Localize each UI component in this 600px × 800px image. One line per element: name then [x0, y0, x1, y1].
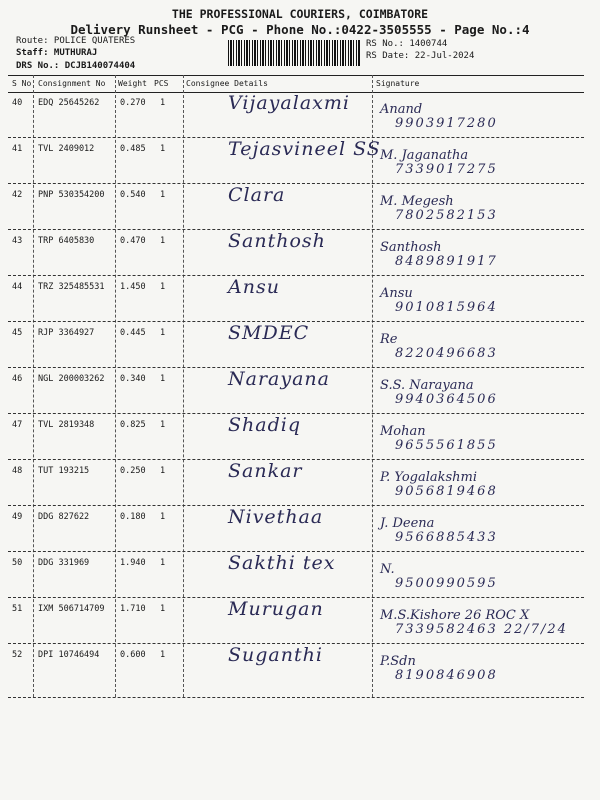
- row-separator: [8, 697, 584, 698]
- row-serial-number: 41: [12, 144, 23, 154]
- row-serial-number: 49: [12, 512, 23, 522]
- row-serial-number: 43: [12, 236, 23, 246]
- row-serial-number: 40: [12, 98, 23, 108]
- row-pieces: 1: [160, 466, 166, 476]
- row-weight: 0.540: [120, 190, 146, 200]
- row-consignment-number: TUT 193215: [38, 466, 90, 476]
- row-weight: 0.470: [120, 236, 146, 246]
- handwritten-signature: P.Sdn: [380, 654, 416, 669]
- row-consignment-number: NGL 200003262: [38, 374, 105, 384]
- handwritten-consignee-name: Shadiq: [228, 414, 301, 436]
- company-title: THE PROFESSIONAL COURIERS, COIMBATORE: [171, 7, 429, 21]
- row-consignment-number: DPI 10746494: [38, 650, 100, 660]
- col-header-consignment: Consignment No: [38, 79, 106, 88]
- handwritten-consignee-name: Santhosh: [228, 230, 326, 252]
- col-header-sno: S No: [12, 79, 32, 88]
- col-header-consignee: Consignee Details: [186, 79, 268, 88]
- handwritten-consignee-name: Ansu: [228, 276, 280, 298]
- row-serial-number: 44: [12, 282, 23, 292]
- row-pieces: 1: [160, 236, 166, 246]
- row-pieces: 1: [160, 374, 166, 384]
- handwritten-phone: 9056819468: [395, 484, 498, 499]
- handwritten-signature: Santhosh: [380, 240, 442, 255]
- row-separator: [8, 275, 584, 276]
- handwritten-phone: 7802582153: [395, 208, 498, 223]
- handwritten-consignee-name: SMDEC: [228, 322, 310, 344]
- route-label: Route: POLICE QUATERES: [16, 36, 136, 46]
- handwritten-signature: Ansu: [380, 286, 413, 301]
- row-consignment-number: EDQ 25645262: [38, 98, 100, 108]
- handwritten-signature: Mohan: [380, 424, 426, 439]
- handwritten-consignee-name: Nivethaa: [228, 506, 324, 528]
- row-weight: 1.450: [120, 282, 146, 292]
- row-consignment-number: DDG 331969: [38, 558, 90, 568]
- handwritten-consignee-name: Narayana: [228, 368, 330, 390]
- handwritten-signature: M. Megesh: [380, 194, 454, 209]
- row-pieces: 1: [160, 98, 166, 108]
- row-serial-number: 50: [12, 558, 23, 568]
- row-pieces: 1: [160, 420, 166, 430]
- row-serial-number: 48: [12, 466, 23, 476]
- row-weight: 0.485: [120, 144, 146, 154]
- row-consignment-number: DDG 827622: [38, 512, 90, 522]
- row-consignment-number: TRZ 325485531: [38, 282, 105, 292]
- handwritten-signature: P. Yogalakshmi: [380, 470, 478, 485]
- row-pieces: 1: [160, 650, 166, 660]
- drs-label: DRS No.: DCJB140074404: [16, 61, 136, 71]
- row-pieces: 1: [160, 558, 166, 568]
- handwritten-phone: 7339582463 22/7/24: [395, 622, 568, 637]
- header-top-rule: [8, 75, 584, 76]
- handwritten-signature: M.S.Kishore 26 ROC X: [380, 608, 530, 623]
- handwritten-phone: 9903917280: [395, 116, 498, 131]
- row-pieces: 1: [160, 190, 166, 200]
- handwritten-phone: 8190846908: [395, 668, 498, 683]
- row-serial-number: 46: [12, 374, 23, 384]
- row-separator: [8, 183, 584, 184]
- row-weight: 0.250: [120, 466, 146, 476]
- handwritten-signature: Re: [380, 332, 398, 347]
- row-consignment-number: IXM 506714709: [38, 604, 105, 614]
- col-header-pcs: PCS: [154, 79, 169, 88]
- handwritten-phone: 9566885433: [395, 530, 498, 545]
- row-serial-number: 51: [12, 604, 23, 614]
- handwritten-consignee-name: Sankar: [228, 460, 303, 482]
- row-consignment-number: PNP 530354200: [38, 190, 105, 200]
- handwritten-signature: Anand: [380, 102, 423, 117]
- row-serial-number: 52: [12, 650, 23, 660]
- row-pieces: 1: [160, 512, 166, 522]
- handwritten-signature: N.: [380, 562, 395, 577]
- rs-date: RS Date: 22-Jul-2024: [366, 51, 475, 61]
- handwritten-signature: J. Deena: [380, 516, 435, 531]
- handwritten-consignee-name: Sakthi tex: [228, 552, 336, 574]
- row-weight: 0.825: [120, 420, 146, 430]
- row-pieces: 1: [160, 604, 166, 614]
- handwritten-signature: S.S. Narayana: [380, 378, 474, 393]
- row-consignment-number: TVL 2819348: [38, 420, 95, 430]
- row-weight: 0.600: [120, 650, 146, 660]
- row-weight: 0.445: [120, 328, 146, 338]
- table-row: [0, 138, 600, 194]
- runsheet-title: Delivery Runsheet - PCG - Phone No.:0422-3505555 - Page No.:4: [70, 22, 530, 37]
- handwritten-phone: 9010815964: [395, 300, 498, 315]
- row-weight: 1.710: [120, 604, 146, 614]
- handwritten-phone: 9940364506: [395, 392, 498, 407]
- row-weight: 0.340: [120, 374, 146, 384]
- handwritten-phone: 9655561855: [395, 438, 498, 453]
- rs-number: RS No.: 1400744: [366, 39, 448, 49]
- row-consignment-number: TRP 6405830: [38, 236, 95, 246]
- row-pieces: 1: [160, 328, 166, 338]
- row-weight: 0.180: [120, 512, 146, 522]
- handwritten-consignee-name: Vijayalaxmi: [228, 92, 350, 114]
- table-row: [0, 644, 600, 700]
- row-serial-number: 47: [12, 420, 23, 430]
- handwritten-phone: 8220496683: [395, 346, 498, 361]
- handwritten-phone: 8489891917: [395, 254, 498, 269]
- col-header-weight: Weight: [118, 79, 147, 88]
- row-serial-number: 42: [12, 190, 23, 200]
- handwritten-consignee-name: Murugan: [228, 598, 324, 620]
- handwritten-phone: 9500990595: [395, 576, 498, 591]
- table-row: [0, 230, 600, 286]
- handwritten-consignee-name: Tejasvineel SS: [228, 138, 381, 160]
- row-weight: 1.940: [120, 558, 146, 568]
- col-header-signature: Signature: [376, 79, 420, 88]
- handwritten-consignee-name: Clara: [228, 184, 286, 206]
- barcode-graphic: [228, 40, 360, 66]
- row-weight: 0.270: [120, 98, 146, 108]
- row-consignment-number: RJP 3364927: [38, 328, 95, 338]
- row-pieces: 1: [160, 282, 166, 292]
- handwritten-signature: M. Jaganatha: [380, 148, 469, 163]
- row-pieces: 1: [160, 144, 166, 154]
- row-serial-number: 45: [12, 328, 23, 338]
- handwritten-consignee-name: Suganthi: [228, 644, 323, 666]
- staff-label: Staff: MUTHURAJ: [16, 48, 98, 58]
- handwritten-phone: 7339017275: [395, 162, 498, 177]
- row-consignment-number: TVL 2409012: [38, 144, 95, 154]
